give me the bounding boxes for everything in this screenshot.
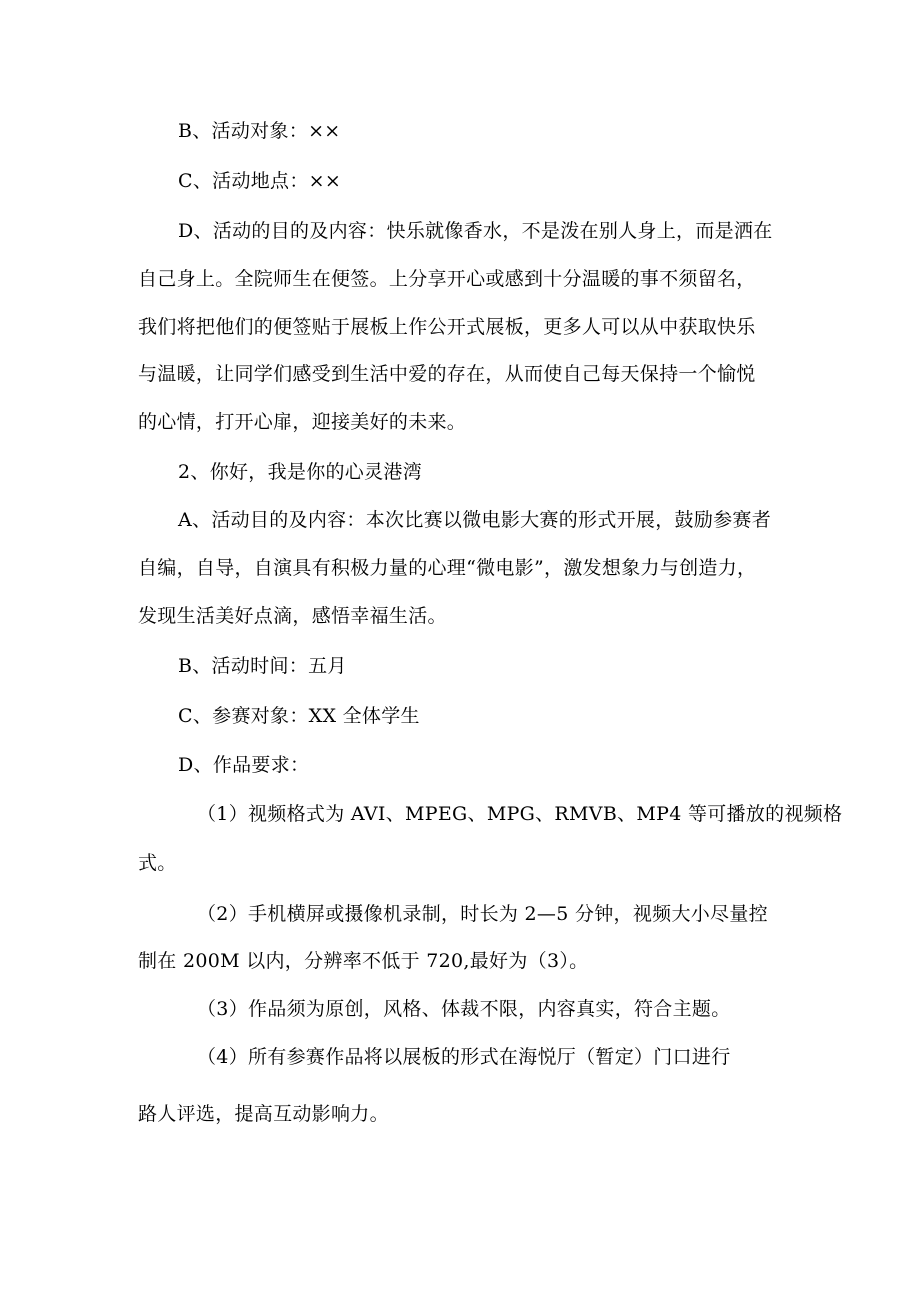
participants-line: C、参赛对象：XX 全体学生 — [178, 705, 420, 727]
section-heading: 2、你好，我是你的心灵港湾 — [178, 461, 422, 483]
requirement-item-2: （2）手机横屏或摄像机录制，时长为 2—5 分钟，视频大小尽量控 — [197, 903, 768, 925]
activity-location-line: C、活动地点：×× — [178, 170, 342, 192]
paragraph-line: 发现生活美好点滴，感悟幸福生活。 — [138, 605, 447, 627]
activity-time-line: B、活动时间：五月 — [178, 655, 347, 677]
requirement-item-3: （3）作品须为原创，风格、体裁不限，内容真实，符合主题。 — [197, 998, 731, 1020]
paragraph-line: 与温暖，让同学们感受到生活中爱的存在，从而使自己每天保持一个愉悦 — [138, 363, 756, 385]
section-purpose-line: A、活动目的及内容：本次比赛以微电影大赛的形式开展，鼓励参赛者 — [178, 509, 772, 531]
paragraph-line: 式。 — [138, 852, 177, 874]
requirement-item-1: （1）视频格式为 AVI、MPEG、MPG、RMVB、MP4 等可播放的视频格 — [197, 803, 843, 825]
paragraph-line: 我们将把他们的便签贴于展板上作公开式展板，更多人可以从中获取快乐 — [138, 316, 756, 338]
activity-purpose-line: D、活动的目的及内容：快乐就像香水，不是泼在别人身上，而是洒在 — [178, 220, 773, 242]
requirements-heading: D、作品要求： — [178, 754, 310, 776]
activity-target-line: B、活动对象：×× — [178, 120, 341, 142]
paragraph-line: 的心情，打开心扉，迎接美好的未来。 — [138, 411, 467, 433]
requirement-item-4: （4）所有参赛作品将以展板的形式在海悦厅（暂定）门口进行 — [197, 1046, 731, 1068]
paragraph-line: 自编，自导，自演具有积极力量的心理“微电影”，激发想象力与创造力， — [138, 557, 757, 579]
paragraph-line: 制在 200M 以内，分辨率不低于 720,最好为（3）。 — [138, 950, 589, 972]
paragraph-line: 路人评选，提高互动影响力。 — [138, 1103, 389, 1125]
paragraph-line: 自己身上。全院师生在便签。上分享开心或感到十分温暖的事不须留名， — [138, 268, 756, 290]
